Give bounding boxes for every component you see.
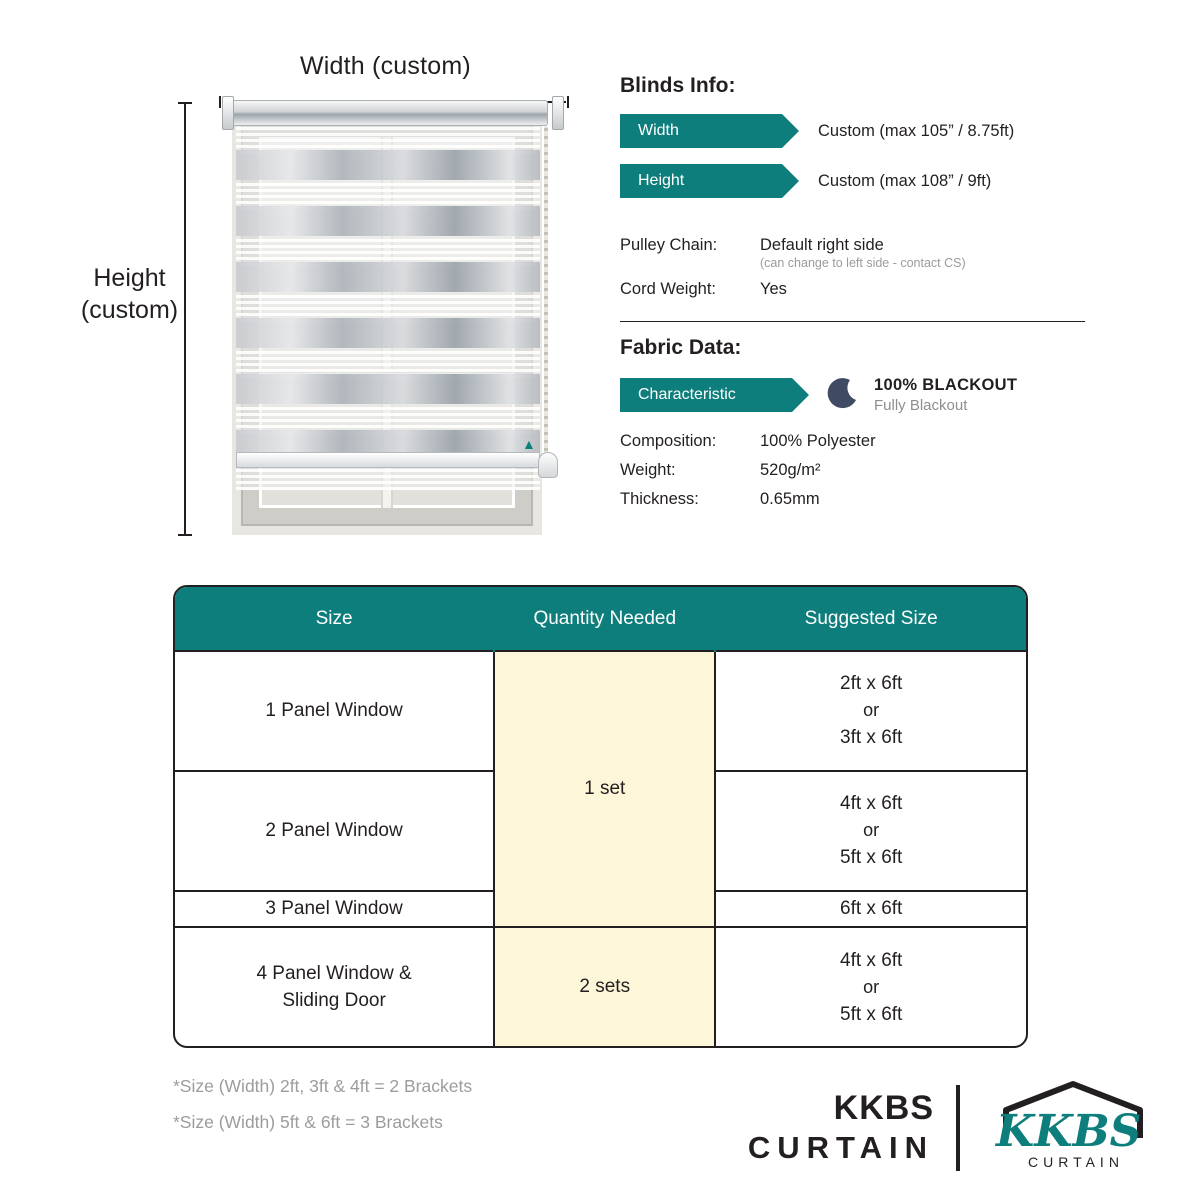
table-header-row <box>175 587 1026 651</box>
width-tag: Width <box>620 114 782 148</box>
info-row-pulley <box>620 236 1085 255</box>
section-divider <box>620 321 1085 322</box>
cord-weight-value: Yes <box>760 280 787 298</box>
moon-icon <box>826 378 860 412</box>
cell-size: 3 Panel Window <box>175 891 494 928</box>
thickness-value: 0.65mm <box>760 490 820 508</box>
info-row-composition <box>620 432 1085 451</box>
suggested-opt-b: 3ft x 6ft <box>840 727 903 749</box>
cell-quantity-1set: 1 set <box>494 651 715 927</box>
cell-size <box>175 927 494 1046</box>
footnote-2: *Size (Width) 5ft & 6ft = 3 Brackets <box>173 1112 443 1132</box>
blind-headrail <box>228 100 548 126</box>
pulley-chain-key: Pulley Chain: <box>620 236 718 254</box>
info-row-height <box>620 164 1085 198</box>
cell-suggested <box>715 927 1026 1046</box>
cell-suggested <box>715 771 1026 891</box>
cell-size: 2 Panel Window <box>175 771 494 891</box>
weight-value: 520g/m² <box>760 461 821 479</box>
composition-value: 100% Polyester <box>760 432 876 450</box>
brand-name-line2: CURTAIN <box>747 1130 934 1165</box>
height-value: Custom (max 108” / 9ft) <box>818 171 992 190</box>
height-dimension-label <box>72 262 187 326</box>
cord-weight-key: Cord Weight: <box>620 280 716 298</box>
pulley-chain <box>542 126 550 456</box>
suggested-opt-a: 2ft x 6ft <box>840 673 903 695</box>
info-row-width <box>620 114 1085 148</box>
pulley-chain-note: (can change to left side - contact CS) <box>760 256 966 270</box>
characteristic-row <box>620 376 1085 414</box>
brand-logo <box>982 1080 1172 1176</box>
suggested-opt-a: 4ft x 6ft <box>840 793 903 815</box>
suggested-opt-b: 5ft x 6ft <box>840 1003 903 1025</box>
blinds-info-heading: Blinds Info: <box>620 74 736 97</box>
characteristic-tag: Characteristic <box>620 378 792 412</box>
composition-key: Composition: <box>620 432 717 450</box>
brand-footer <box>748 1080 1172 1176</box>
brand-name-line1: KKBS <box>833 1089 934 1127</box>
suggested-opt-b: 5ft x 6ft <box>840 847 903 869</box>
header-suggested-size: Suggested Size <box>715 587 1026 651</box>
weight-key: Weight: <box>620 461 676 479</box>
info-row-thickness <box>620 490 1085 509</box>
cord-weight <box>538 452 558 478</box>
characteristic-subtitle: Fully Blackout <box>874 397 968 414</box>
headrail-cap-right <box>552 96 564 130</box>
suggested-opt-a: 4ft x 6ft <box>840 949 903 971</box>
header-size: Size <box>175 587 494 651</box>
blind-bottom-bar <box>236 452 540 468</box>
info-row-cord <box>620 280 1085 299</box>
size-guide-table <box>173 585 1028 1048</box>
brand-mark-text: KKBS <box>996 1106 1142 1157</box>
height-tag: Height <box>620 164 782 198</box>
brand-tag-icon: ▲ <box>522 436 536 452</box>
suggested-or: or <box>863 976 880 997</box>
cell-suggested: 6ft x 6ft <box>715 891 1026 928</box>
height-label-line1: Height <box>93 264 166 292</box>
footnote-1: *Size (Width) 2ft, 3ft & 4ft = 2 Brackets <box>173 1076 473 1096</box>
blind-fabric <box>236 124 540 542</box>
cell-size-line2: Sliding Door <box>282 990 386 1012</box>
height-label-line2: (custom) <box>80 296 179 324</box>
product-diagram-section <box>0 0 1200 565</box>
height-dimension-arrow <box>178 100 192 538</box>
brand-mark-subtext: CURTAIN <box>1028 1154 1124 1170</box>
info-panel <box>620 74 1085 509</box>
table-row <box>175 651 1026 771</box>
thickness-key: Thickness: <box>620 490 699 508</box>
width-dimension-label: Width (custom) <box>300 52 471 80</box>
characteristic-title: 100% BLACKOUT <box>874 376 1018 394</box>
pulley-chain-value: Default right side <box>760 236 884 254</box>
cell-quantity-2sets: 2 sets <box>494 927 715 1046</box>
fabric-data-heading: Fabric Data: <box>620 336 742 359</box>
table-row <box>175 927 1026 1046</box>
headrail-cap-left <box>222 96 234 130</box>
cell-size: 1 Panel Window <box>175 651 494 771</box>
suggested-or: or <box>863 700 880 721</box>
zebra-blind-illustration <box>218 100 568 538</box>
width-value: Custom (max 105” / 8.75ft) <box>818 121 1015 140</box>
suggested-or: or <box>863 820 880 841</box>
cell-size-line1: 4 Panel Window & <box>256 963 412 985</box>
footnotes <box>173 1068 472 1140</box>
cell-suggested <box>715 651 1026 771</box>
brand-divider <box>956 1085 960 1171</box>
info-row-weight <box>620 461 1085 480</box>
header-quantity: Quantity Needed <box>494 587 715 651</box>
